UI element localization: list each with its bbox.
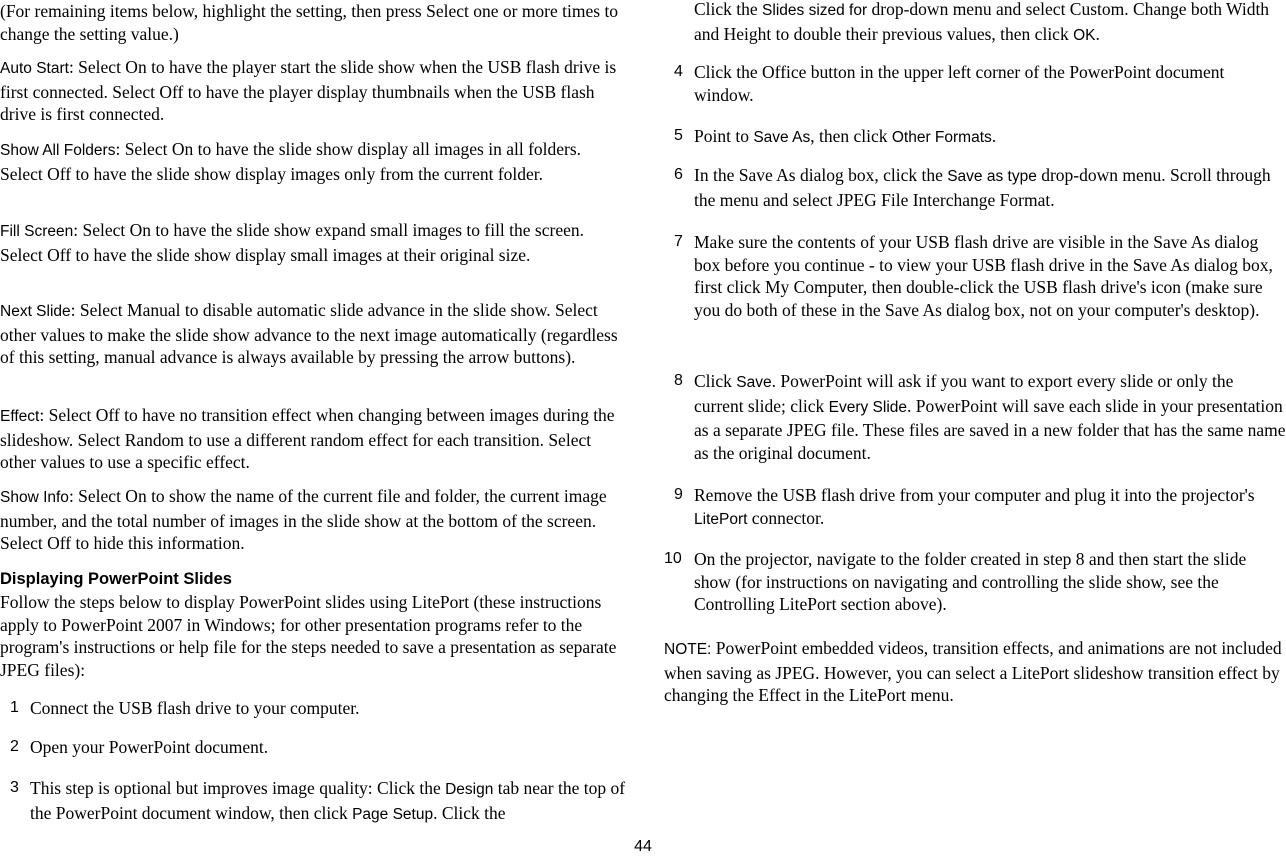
step-text: . (1095, 23, 1100, 44)
step-number: 3 (10, 779, 19, 796)
setting-label: Show Info (0, 489, 69, 506)
step-text: Connect the USB flash drive to your computer. (30, 698, 360, 718)
step-text: connector. (747, 507, 825, 528)
setting-label: Auto Start (0, 60, 69, 77)
ui-label-other-formats: Other Formats (891, 129, 992, 146)
setting-label: Next Slide (0, 303, 71, 320)
ui-label-slides-sized-for: Slides sized for (762, 2, 868, 19)
step-number: 4 (674, 63, 683, 80)
note-label: NOTE: (664, 641, 712, 658)
setting-show-all-folders (0, 138, 628, 185)
step-3 (0, 777, 628, 826)
step-text: . PowerPoint will ask if you want to export every slide or only the current slide; click (694, 371, 1234, 416)
step-1 (0, 697, 628, 720)
step-text: In the Save As dialog box, click the (694, 165, 948, 185)
ui-label-ok: OK (1073, 26, 1096, 44)
note-text: PowerPoint embedded videos, transition effects, and animations are not included when saving as JPEG. However, you can select a LitePort slideshow transition effect by changing the Effect in the LitePort menu. (664, 638, 1282, 705)
ui-label-liteport: LitePort (694, 510, 748, 528)
ui-label-every-slide: Every Slide (828, 398, 908, 416)
step-5 (664, 125, 1286, 150)
step-9 (664, 484, 1286, 531)
step-number: 1 (10, 699, 19, 716)
step-2 (0, 736, 628, 759)
step-number: 7 (674, 233, 683, 250)
note (664, 637, 1286, 707)
setting-fill-screen (0, 219, 628, 266)
setting-description: : Select On to have the slide show expand small images to fill the screen. Select Off to have the slide show display small images at their original size. (0, 220, 584, 265)
step-6 (664, 164, 1286, 211)
step-text: . PowerPoint will save each slide in your presentation as a separate JPEG file. These files are saved in a new folder that has the same name as the original document. (694, 395, 1286, 463)
step-number: 5 (674, 127, 683, 144)
step-text: This step is optional but improves image quality: Click the (30, 778, 446, 798)
step-text: drop-down menu. Scroll through the menu and select JPEG File Interchange Format. (694, 165, 1271, 210)
step-number: 6 (674, 166, 683, 183)
setting-next-slide (0, 299, 628, 369)
step-10 (664, 548, 1286, 616)
setting-effect (0, 404, 628, 474)
setting-description: : Select On to show the name of the current file and folder, the current image number, and the total number of images in the slide show at the bottom of the screen. Select Off to hide this information. (0, 486, 607, 553)
step-8 (664, 370, 1286, 464)
ui-label-page-setup: Page Setup (352, 805, 434, 823)
setting-label: Show All Folders (0, 142, 116, 159)
step-number: 9 (674, 486, 683, 503)
step-text: Make sure the contents of your USB flash drive are visible in the Save As dialog box before you continue - to view your USB flash drive in the Save As dialog box, first click My Computer, then double-click the USB flash drive's icon (make sure you do both of these in the Save As dialog box, not on your computer's desktop). (694, 232, 1273, 320)
step-text: tab near the top of the PowerPoint document window, then click (30, 778, 626, 823)
step-text: Click the Office button in the upper left corner of the PowerPoint document window. (694, 62, 1225, 105)
ui-label-save: Save (736, 374, 772, 391)
step-text: On the projector, navigate to the folder created in step 8 and then start the slide show (for instructions on navigating and controlling the slide show, see the Controlling LitePort section above). (694, 549, 1247, 614)
setting-description: : Select Manual to disable automatic slide advance in the slide show. Select other values to make the slide show advance to the next image automatically (regardless of this setting, manual advance is always available by pressing the arrow buttons). (0, 300, 618, 367)
step-text: . (991, 126, 997, 146)
settings-intro: (For remaining items below, highlight the setting, then press Select one or more times to change the setting value.) (0, 1, 619, 44)
step-text-click-the: Click the (694, 0, 763, 19)
step-7 (664, 231, 1286, 321)
setting-description: : Select On to have the slide show display all images in all folders. Select Off to have the slide show display images only from the current folder. (0, 139, 582, 184)
section-intro: Follow the steps below to display PowerPoint slides using LitePort (these instructions apply to PowerPoint 2007 in Windows; for other presentation programs refer to the program's instructions or help file for the steps needed to save a presentation as separate JPEG files): (0, 592, 617, 680)
ui-label-save-as-type: Save as type (947, 168, 1037, 185)
step-text: , then click (810, 126, 892, 146)
setting-label: Effect (0, 408, 40, 425)
ui-label-design: Design (445, 781, 494, 798)
setting-description: : Select Off to have no transition effect when changing between images during the slideshow. Select Random to use a different random effect for each transition. Select other values to use a specific effect. (0, 405, 615, 472)
ui-label-save-as: Save As (753, 129, 811, 146)
setting-description: : Select On to have the player start the slide show when the USB flash drive is first connected. Select Off to have the player display thumbnails when the USB flash drive is first connected. (0, 57, 617, 124)
step-text: Point to (694, 126, 754, 146)
step-text: . Click the (433, 802, 506, 823)
page-number: 44 (634, 838, 652, 855)
step-number: 10 (664, 550, 682, 567)
step-number: 8 (674, 372, 683, 389)
setting-auto-start (0, 56, 628, 126)
section-heading: Displaying PowerPoint Slides (0, 570, 232, 588)
step-text: Open your PowerPoint document. (30, 737, 269, 757)
step-text: Click (694, 371, 737, 391)
step-3-continued (664, 0, 1286, 47)
step-number: 2 (10, 738, 19, 755)
step-text: drop-down menu and select Custom. Change both Width and Height to double their previous values, then click (694, 0, 1270, 44)
setting-label: Fill Screen (0, 223, 74, 240)
step-4 (664, 61, 1286, 106)
setting-show-info (0, 485, 628, 555)
step-text: Remove the USB flash drive from your computer and plug it into the projector's (694, 485, 1255, 505)
